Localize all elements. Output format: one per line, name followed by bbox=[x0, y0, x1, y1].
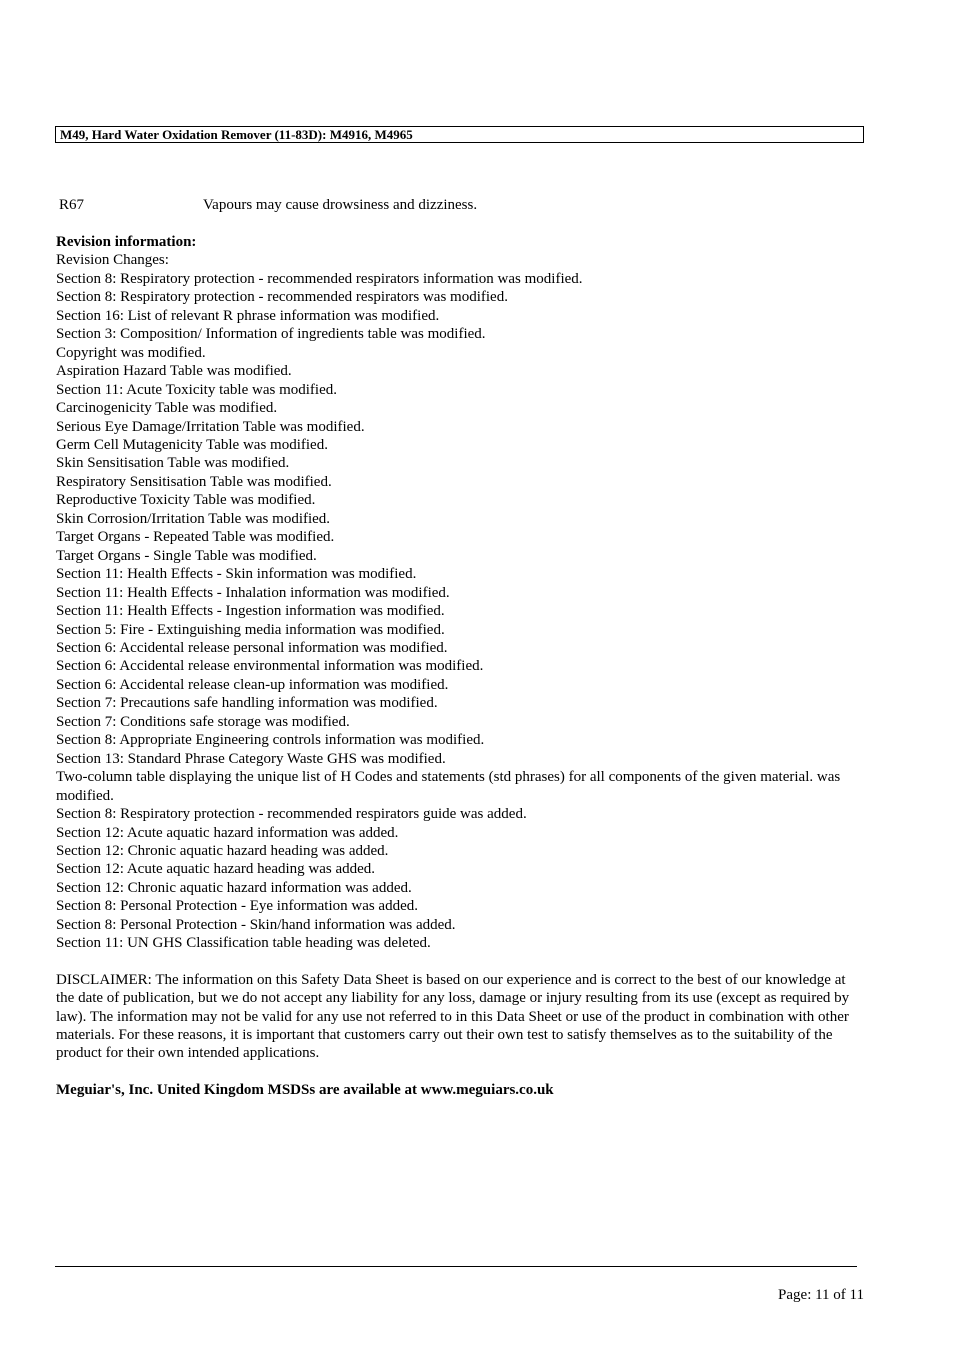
revision-change-item: Reproductive Toxicity Table was modified. bbox=[56, 492, 316, 509]
revision-change-item: Section 6: Accidental release clean-up information was modified. bbox=[56, 676, 449, 693]
revision-change-item: Section 7: Conditions safe storage was modified. bbox=[56, 713, 350, 730]
revision-change-item: Section 6: Accidental release environmental information was modified. bbox=[56, 658, 484, 675]
msds-availability-note: Meguiar's, Inc. United Kingdom MSDSs are available at www.meguiars.co.uk bbox=[56, 1081, 554, 1098]
revision-subheading: Revision Changes: bbox=[56, 252, 169, 269]
revision-change-item: Target Organs - Repeated Table was modified. bbox=[56, 529, 335, 546]
r-phrase-text: Vapours may cause drowsiness and dizziness. bbox=[203, 197, 478, 213]
revision-change-item: Serious Eye Damage/Irritation Table was modified. bbox=[56, 418, 365, 435]
revision-change-item: Section 3: Composition/ Information of ingredients table was modified. bbox=[56, 326, 486, 343]
revision-change-item: Germ Cell Mutagenicity Table was modified. bbox=[56, 436, 328, 453]
revision-change-item: Section 11: Health Effects - Ingestion information was modified. bbox=[56, 603, 445, 620]
page-number: Page: 11 of 11 bbox=[778, 1287, 864, 1303]
revision-change-item: Section 8: Respiratory protection - recommended respirators information was modified. bbox=[56, 270, 583, 287]
revision-change-item: Section 8: Appropriate Engineering controls information was modified. bbox=[56, 732, 485, 749]
revision-change-item: Section 8: Personal Protection - Skin/hand information was added. bbox=[56, 916, 456, 933]
revision-change-item: Section 12: Acute aquatic hazard heading was added. bbox=[56, 861, 376, 878]
revision-change-item: Carcinogenicity Table was modified. bbox=[56, 400, 278, 417]
revision-change-item: Section 12: Chronic aquatic hazard heading was added. bbox=[56, 842, 389, 859]
r-phrase-code: R67 bbox=[59, 197, 85, 213]
revision-heading: Revision information: bbox=[56, 234, 197, 250]
revision-change-item: Section 6: Accidental release personal information was modified. bbox=[56, 639, 448, 656]
revision-change-item: Section 11: Acute Toxicity table was modified. bbox=[56, 381, 337, 398]
revision-change-item: Skin Sensitisation Table was modified. bbox=[56, 455, 290, 472]
revision-change-item: Section 12: Chronic aquatic hazard information was added. bbox=[56, 879, 412, 896]
footer-divider bbox=[55, 1266, 857, 1267]
revision-change-item: Aspiration Hazard Table was modified. bbox=[56, 363, 292, 380]
revision-change-item: Section 5: Fire - Extinguishing media information was modified. bbox=[56, 621, 445, 638]
revision-change-item: Section 16: List of relevant R phrase information was modified. bbox=[56, 307, 440, 324]
revision-change-item: Section 13: Standard Phrase Category Waste GHS was modified. bbox=[56, 750, 446, 767]
revision-change-item: Section 11: UN GHS Classification table heading was deleted. bbox=[56, 935, 431, 952]
revision-change-item: Skin Corrosion/Irritation Table was modified. bbox=[56, 510, 331, 527]
revision-change-item: Two-column table displaying the unique list of H Codes and statements (std phrases) for all components of the given material. was modified. bbox=[56, 769, 841, 804]
revision-change-item: Section 7: Precautions safe handling information was modified. bbox=[56, 695, 438, 712]
revision-change-item: Section 8: Personal Protection - Eye information was added. bbox=[56, 898, 418, 915]
document-header-title: M49, Hard Water Oxidation Remover (11-83D): M4916, M4965 bbox=[55, 126, 864, 143]
revision-change-item: Target Organs - Single Table was modified. bbox=[56, 547, 317, 564]
revision-change-item: Respiratory Sensitisation Table was modified. bbox=[56, 473, 332, 490]
revision-change-item: Copyright was modified. bbox=[56, 344, 206, 361]
revision-change-item: Section 12: Acute aquatic hazard information was added. bbox=[56, 824, 399, 841]
revision-change-item: Section 11: Health Effects - Skin information was modified. bbox=[56, 566, 417, 583]
revision-change-item: Section 8: Respiratory protection - recommended respirators guide was added. bbox=[56, 806, 527, 823]
revision-change-item: Section 8: Respiratory protection - recommended respirators was modified. bbox=[56, 289, 508, 306]
revision-changes-list bbox=[56, 270, 856, 953]
revision-change-item: Section 11: Health Effects - Inhalation information was modified. bbox=[56, 584, 450, 601]
document-body bbox=[56, 233, 856, 1099]
disclaimer-paragraph: DISCLAIMER: The information on this Safety Data Sheet is based on our experience and is correct to the best of our knowledge at the date of publication, but we do not accept any liability for any loss, damage or injury resulting from its use (except as required by law). The information may not be valid for any use not referred to in this Data Sheet or use of the product in combination with other materials. For these reasons, it is important that customers carry out their own test to satisfy themselves as to the suitability of the product for their own intended applications. bbox=[56, 971, 850, 1062]
